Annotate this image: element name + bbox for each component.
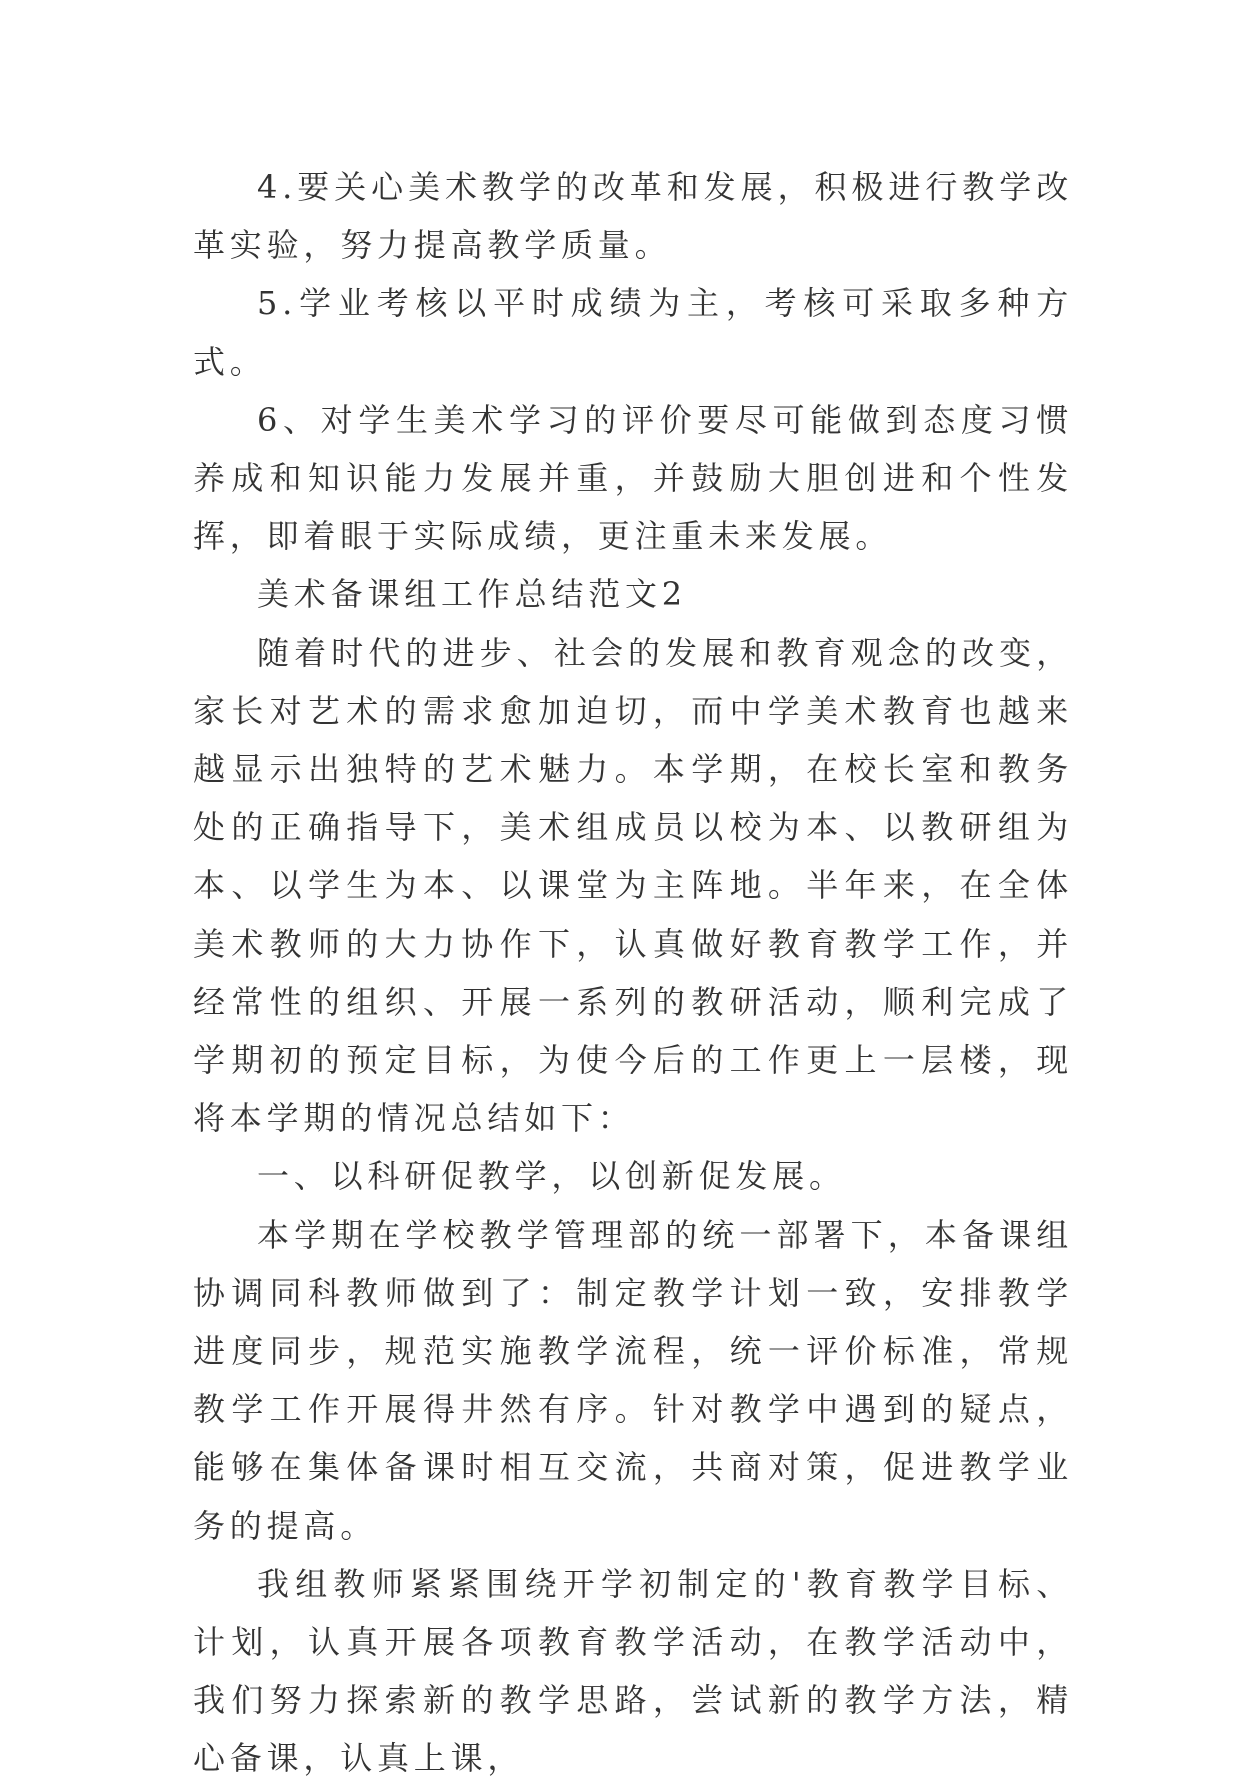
paragraph-intro: 随着时代的进步、社会的发展和教育观念的改变，家长对艺术的需求愈加迫切，而中学美术教育也越来越显示出独特的艺术魅力。本学期，在校长室和教务处的正确指导下，美术组成员以校为本、以教研组为本、以学生为本、以课堂为主阵地。半年来，在全体美术教师的大力协作下，认真做好教育教学工作，并经常性的组织、开展一系列的教研活动，顺利完成了学期初的预定目标，为使今后的工作更上一层楼，现将本学期的情况总结如下： <box>193 633 1073 1138</box>
paragraph-item-5: 5.学业考核以平时成绩为主，考核可采取多种方式。 <box>193 284 1073 381</box>
section-heading-one: 一、以科研促教学，以创新促发展。 <box>257 1157 846 1196</box>
document-body <box>193 158 1073 1788</box>
paragraph-planning: 本学期在学校教学管理部的统一部署下，本备课组协调同科教师做到了：制定教学计划一致，安排教学进度同步，规范实施教学流程，统一评价标准，常规教学工作开展得井然有序。针对教学中遇到的疑点，能够在集体备课时相互交流，共商对策，促进教学业务的提高。 <box>193 1215 1073 1545</box>
paragraph-teaching: 我组教师紧紧围绕开学初制定的'教育教学目标、计划，认真开展各项教育教学活动，在教学活动中，我们努力探索新的教学思路，尝试新的教学方法，精心备课，认真上课， <box>193 1564 1073 1778</box>
paragraph-item-4: 4.要关心美术教学的改革和发展，积极进行教学改革实验，努力提高教学质量。 <box>193 168 1073 265</box>
section-title: 美术备课组工作总结范文2 <box>257 575 687 614</box>
paragraph-item-6: 6、对学生美术学习的评价要尽可能做到态度习惯养成和知识能力发展并重，并鼓励大胆创进和个性发挥，即着眼于实际成绩，更注重未来发展。 <box>193 400 1073 556</box>
